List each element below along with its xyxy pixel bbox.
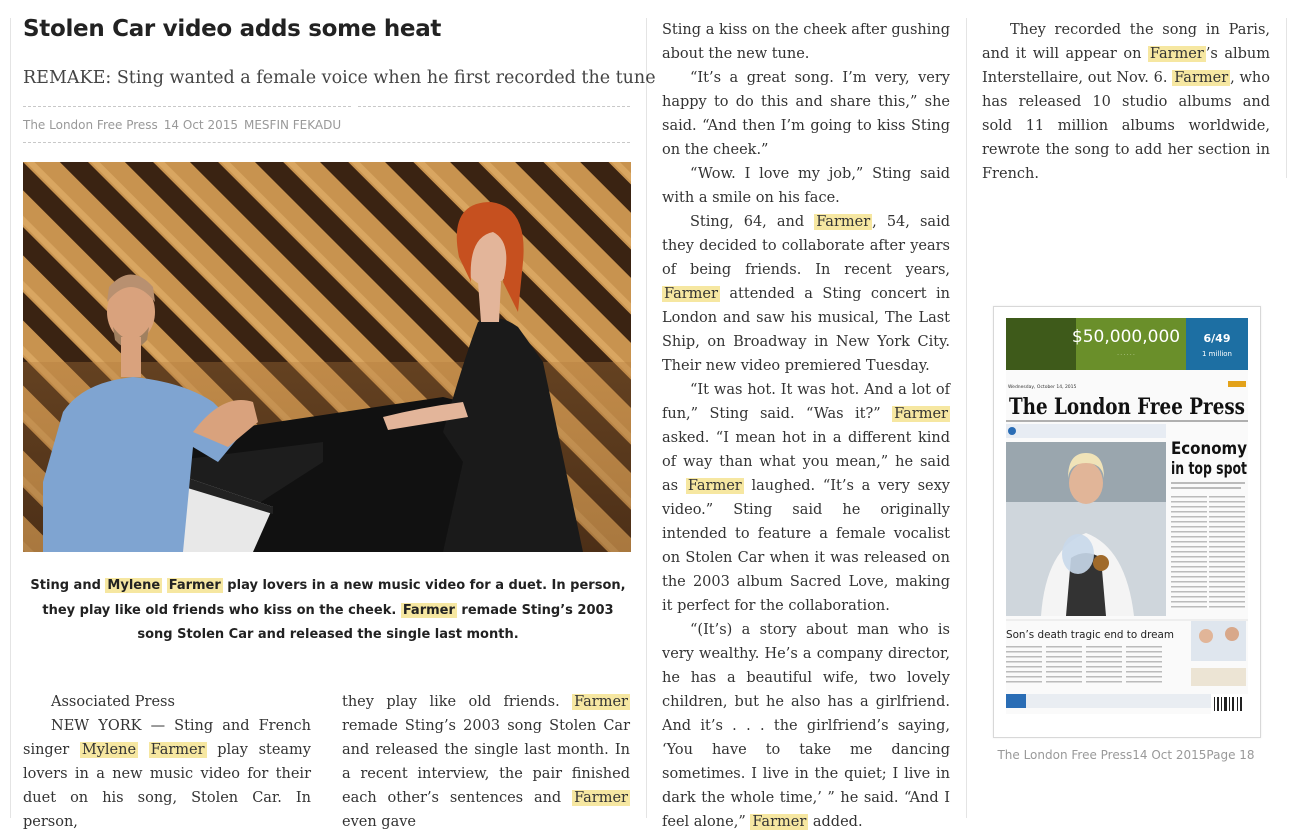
search-highlight: Farmer: [574, 790, 628, 806]
search-highlight: Farmer: [894, 406, 948, 422]
article-paragraph: Sting a kiss on the cheek after gushing about the new tune.: [662, 22, 950, 62]
article-subhead: REMAKE: Sting wanted a female voice when he first recorded the tune: [23, 68, 656, 88]
article-paragraph: NEW YORK — Sting and French singer Mylene Farmer play steamy lovers in a new music video for their duet on his song, Stolen Car. In person,: [23, 718, 312, 830]
search-highlight: Farmer: [574, 694, 628, 710]
svg-text:Wednesday, October 14, 2015: Wednesday, October 14, 2015: [1008, 385, 1077, 390]
thumbnail-caption: The London Free Press14 Oct 2015Page 18: [997, 748, 1255, 762]
svg-text:6/49: 6/49: [1203, 332, 1231, 345]
subhead-rule: [358, 106, 630, 107]
photo-caption: Sting and Mylene Farmer play lovers in a new music video for a duet. In person, they play like old friends who kiss on the cheek. Farmer remade Sting’s 2003 song Stolen Car and released the single last month.: [30, 578, 626, 642]
search-highlight: Farmer: [150, 742, 205, 758]
column-divider: [646, 18, 647, 818]
subhead-rule: [23, 106, 351, 107]
article-column-1: [23, 690, 311, 834]
article-column-2: [342, 690, 630, 834]
article-column-3: [662, 18, 950, 834]
newspaper-page-preview[interactable]: [1006, 318, 1248, 714]
article-paragraph: “Wow. I love my job,” Sting said with a smile on his face.: [662, 166, 950, 206]
byline: [23, 118, 347, 132]
article-paragraph: they play like old friends. Farmer remade Sting’s 2003 song Stolen Car and released the single last month. In a recent interview, the pair finished each other’s sentences and Farmer even gave: [342, 694, 630, 830]
column-divider: [10, 18, 11, 818]
svg-text:$50,000,000: $50,000,000: [1071, 327, 1181, 347]
search-highlight: Farmer: [816, 214, 871, 230]
photo-sting-and-farmer-at-piano: [23, 162, 631, 552]
svg-text:Son’s death tragic end to drea: Son’s death tragic end to dream: [1006, 628, 1174, 641]
byline-author[interactable]: MESFIN FEKADU: [243, 118, 342, 132]
article-paragraph: Associated Press: [51, 694, 175, 710]
svg-text:in top spot: in top spot: [1171, 459, 1247, 479]
search-highlight: Mylene: [81, 742, 137, 758]
svg-text:The London Free Press: The London Free Press: [1009, 394, 1245, 420]
article-paragraph: “It was hot. It was hot. And a lot of fun,” Sting said. “Was it?” Farmer asked. “I mean hot in a different kind of way than what you mean,” he said as Farmer laughed. “It’s a very sexy video.” Sting said he originally intended to feature a female vocalist on Stolen Car when it was released on the 2003 album Sacred Love, making it perfect for the collaboration.: [662, 382, 950, 614]
search-highlight: Mylene: [107, 578, 161, 593]
search-highlight: Farmer: [1174, 70, 1229, 86]
svg-text:Economy: Economy: [1171, 439, 1247, 459]
svg-text:· · · · · ·: · · · · · ·: [1117, 352, 1135, 358]
search-highlight: Farmer: [168, 578, 221, 593]
search-highlight: Farmer: [1149, 46, 1204, 62]
byline-publication[interactable]: The London Free Press: [23, 118, 158, 132]
svg-text:1 million: 1 million: [1202, 350, 1232, 358]
front-page-graphic: [1006, 318, 1248, 714]
search-highlight: Farmer: [402, 602, 455, 618]
article-paragraph: “It’s a great song. I’m very, very happy to do this and share this,” she said. “And then I’m going to kiss Sting on the cheek.”: [662, 70, 950, 158]
article-paragraph: They recorded the song in Paris, and it will appear on Farmer ’s album Interstellaire, out Nov. 6. Farmer , who has released 10 studio albums and sold 11 million albums worldwide, rewrote the song to add her section in French.: [982, 22, 1270, 182]
column-divider: [966, 18, 967, 818]
article-column-4: [982, 18, 1270, 186]
column-divider: [1286, 18, 1287, 178]
article-paragraph: “(It’s) a story about man who is very wealthy. He’s a company director, he has a beautiful wife, two lovely children, but he also has a girlfriend. And it’s . . . the girlfriend’s saying, ‘You have to take me dancing sometimes. I live in the quiet; I live in dark the whole time,’ ” he said. “And I feel alone,” Farmer added.: [662, 622, 950, 830]
search-highlight: Farmer: [687, 478, 742, 494]
search-highlight: Farmer: [752, 814, 807, 830]
article-photo[interactable]: [23, 162, 631, 552]
article-headline: Stolen Car video adds some heat: [23, 16, 442, 42]
byline-date: 14 Oct 2015: [163, 118, 238, 132]
article-paragraph: Sting, 64, and Farmer , 54, said they decided to collaborate after years of being friends. In recent years, Farmer attended a Sting concert in London and saw his musical, The Last Ship, on Broadway in New York City. Their new video premiered Tuesday.: [662, 214, 950, 374]
byline-rule: [23, 142, 630, 143]
search-highlight: Farmer: [664, 286, 718, 302]
